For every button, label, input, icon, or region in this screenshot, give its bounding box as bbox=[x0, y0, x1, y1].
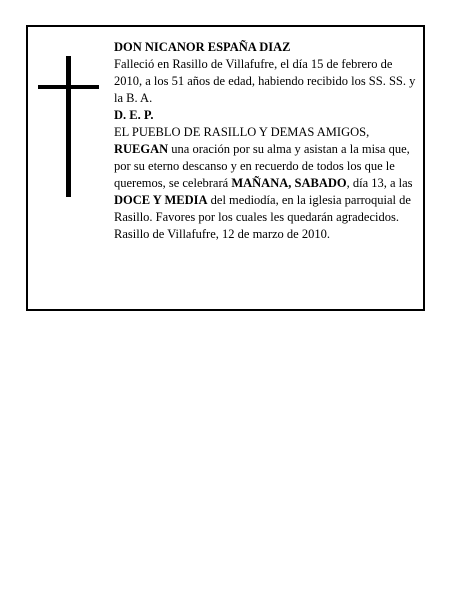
mass-time: DOCE Y MEDIA bbox=[114, 193, 208, 207]
rip-abbreviation: D. E. P. bbox=[114, 108, 154, 122]
deceased-name: DON NICANOR ESPAÑA DIAZ bbox=[114, 40, 291, 54]
ruegan-label: RUEGAN bbox=[114, 142, 169, 156]
mass-day: MAÑANA, SABADO bbox=[231, 176, 347, 190]
announcement-intro: EL PUEBLO DE RASILLO Y DEMAS AMIGOS, bbox=[114, 125, 370, 139]
closing-date-line: Rasillo de Villafufre, 12 de marzo de 2010. bbox=[114, 227, 330, 241]
announcement-date: , día 13, a las bbox=[346, 176, 413, 190]
announcement-end: del mediodía, en la iglesia parroquial de Rasillo. Favores por los cuales les quedarán agradecidos. bbox=[114, 193, 411, 224]
obituary-notice bbox=[26, 25, 425, 311]
announcement-middle: una oración por su alma y asistan a la misa que, por su eterno descanso y en recuerdo de todos los que le queremos, se celebrará bbox=[114, 142, 410, 190]
mass-announcement bbox=[114, 124, 422, 226]
death-statement: Falleció en Rasillo de Villafufre, el día 15 de febrero de 2010, a los 51 años de edad, habiendo recibido los SS. SS. y la B. A. bbox=[114, 57, 416, 105]
notice-text bbox=[114, 39, 422, 243]
